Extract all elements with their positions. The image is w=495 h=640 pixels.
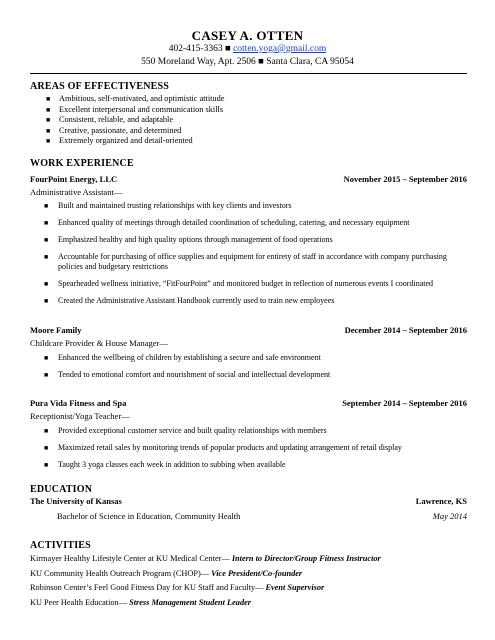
activity-org: KU Peer Health Education— bbox=[30, 598, 130, 607]
header-divider bbox=[30, 73, 467, 74]
city-state-zip: Santa Clara, CA 95054 bbox=[266, 57, 354, 67]
square-bullet-icon: ■ bbox=[44, 236, 49, 244]
activity-position: Stress Management Student Leader bbox=[129, 598, 252, 607]
square-bullet-icon: ■ bbox=[44, 253, 49, 261]
list-item: ■ Emphasized healthy and high quality options through management of food operations bbox=[44, 235, 333, 244]
square-bullet-icon: ■ bbox=[44, 371, 49, 379]
job-header bbox=[30, 398, 467, 408]
school-name: The University of Kansas bbox=[30, 496, 122, 506]
bullet-separator: ■ bbox=[258, 57, 267, 67]
list-item: ■ Spearheaded wellness initiative, “FitFourPoint” and monitored budget in reflection of numerous events I coordinated bbox=[44, 279, 434, 288]
square-bullet-icon: ■ bbox=[46, 105, 51, 114]
activity-item bbox=[30, 569, 302, 578]
list-item: ■ Maximized retail sales by monitoring trends of popular products and updating arrangement of retail display bbox=[44, 443, 402, 452]
activity-item bbox=[30, 554, 381, 563]
square-bullet-icon: ■ bbox=[44, 354, 49, 362]
degree-name: Bachelor of Science in Education, Community Health bbox=[57, 511, 241, 521]
list-item: ■ Accountable for purchasing of office supplies and equipment for entirety of staff in accordance with company purchasing policies and budgetary restrictions bbox=[44, 252, 447, 271]
square-bullet-icon: ■ bbox=[44, 461, 49, 469]
list-item: ■ Enhanced quality of meetings through detailed coordination of scheduling, catering, and necessary equipment bbox=[44, 218, 410, 227]
company-name: Pura Vida Fitness and Spa bbox=[30, 398, 127, 408]
graduation-date: May 2014 bbox=[432, 511, 467, 521]
square-bullet-icon: ■ bbox=[46, 95, 51, 103]
list-item: ■ Extremely organized and detail-oriented bbox=[46, 136, 193, 146]
job-dates: September 2014 – September 2016 bbox=[342, 398, 467, 408]
section-title-areas: AREAS OF EFFECTIVENESS bbox=[30, 81, 170, 92]
job-bullets bbox=[30, 353, 452, 387]
activity-org: Kirmayer Healthy Lifestyle Center at KU Medical Center— bbox=[30, 554, 232, 563]
square-bullet-icon: ■ bbox=[44, 427, 49, 435]
section-title-activities: ACTIVITIES bbox=[30, 540, 91, 551]
street-address: 550 Moreland Way, Apt. 2506 bbox=[141, 57, 256, 67]
company-name: FourPoint Energy, LLC bbox=[30, 174, 118, 184]
list-item: ■ Taught 3 yoga classes each week in addition to subbing when available bbox=[44, 460, 286, 469]
activity-item bbox=[30, 583, 324, 592]
section-title-education: EDUCATION bbox=[30, 484, 93, 495]
activity-position: Event Supervisor bbox=[265, 583, 325, 592]
company-name: Moore Family bbox=[30, 325, 82, 335]
square-bullet-icon: ■ bbox=[44, 280, 49, 288]
square-bullet-icon: ■ bbox=[46, 137, 51, 146]
list-item: ■ Created the Administrative Assistant Handbook currently used to train new employees bbox=[44, 296, 335, 305]
email-link[interactable]: cotten.yoga@gmail.com bbox=[233, 44, 327, 54]
list-item: ■ Creative, passionate, and determined bbox=[46, 125, 182, 135]
school-location: Lawrence, KS bbox=[415, 496, 467, 506]
activity-position: Intern to Director/Group Fitness Instructor bbox=[231, 554, 381, 563]
square-bullet-icon: ■ bbox=[46, 126, 51, 135]
education-school-line bbox=[30, 496, 467, 506]
list-item: ■ Tended to emotional comfort and nourishment of social and intellectual development bbox=[44, 370, 331, 379]
activity-position: Vice President/Co-founder bbox=[211, 569, 303, 578]
bullet-separator: ■ bbox=[224, 44, 234, 54]
activity-org: Robinson Center’s Feel Good Fitness Day for KU Staff and Faculty— bbox=[30, 583, 266, 592]
square-bullet-icon: ■ bbox=[46, 116, 51, 125]
list-item: ■ Enhanced the wellbeing of children by establishing a secure and safe environment bbox=[44, 353, 321, 362]
square-bullet-icon: ■ bbox=[44, 202, 49, 210]
square-bullet-icon: ■ bbox=[44, 219, 49, 227]
list-item: ■ Provided exceptional customer service and built quality relationships with members bbox=[44, 426, 327, 435]
phone-number: 402-415-3363 bbox=[168, 44, 223, 54]
areas-list bbox=[30, 94, 224, 147]
job-role: Administrative Assistant— bbox=[30, 187, 123, 197]
list-item: ■ Consistent, reliable, and adaptable bbox=[46, 115, 174, 125]
contact-line-address bbox=[0, 57, 495, 67]
job-dates: November 2015 – September 2016 bbox=[343, 174, 467, 184]
job-header bbox=[30, 174, 467, 184]
job-role: Childcare Provider & House Manager— bbox=[30, 338, 168, 348]
contact-line-phone-email bbox=[0, 44, 495, 54]
job-role: Receptionist/Yoga Teacher— bbox=[30, 411, 130, 421]
square-bullet-icon: ■ bbox=[44, 444, 49, 452]
job-bullets bbox=[30, 426, 452, 477]
activity-item bbox=[30, 598, 251, 607]
job-bullets bbox=[30, 201, 452, 313]
candidate-name: CASEY A. OTTEN bbox=[191, 28, 304, 43]
list-item: ■ Ambitious, self-motivated, and optimistic attitude bbox=[46, 94, 225, 103]
job-header bbox=[30, 325, 467, 335]
job-dates: December 2014 – September 2016 bbox=[344, 325, 467, 335]
list-item: ■ Excellent interpersonal and communication skills bbox=[46, 104, 224, 114]
square-bullet-icon: ■ bbox=[44, 297, 49, 305]
activity-org: KU Community Health Outreach Program (CHOP)— bbox=[30, 569, 212, 578]
education-degree-line bbox=[30, 511, 467, 521]
section-title-experience: WORK EXPERIENCE bbox=[30, 158, 134, 169]
list-item: ■ Built and maintained trusting relationships with key clients and investors bbox=[44, 201, 292, 210]
